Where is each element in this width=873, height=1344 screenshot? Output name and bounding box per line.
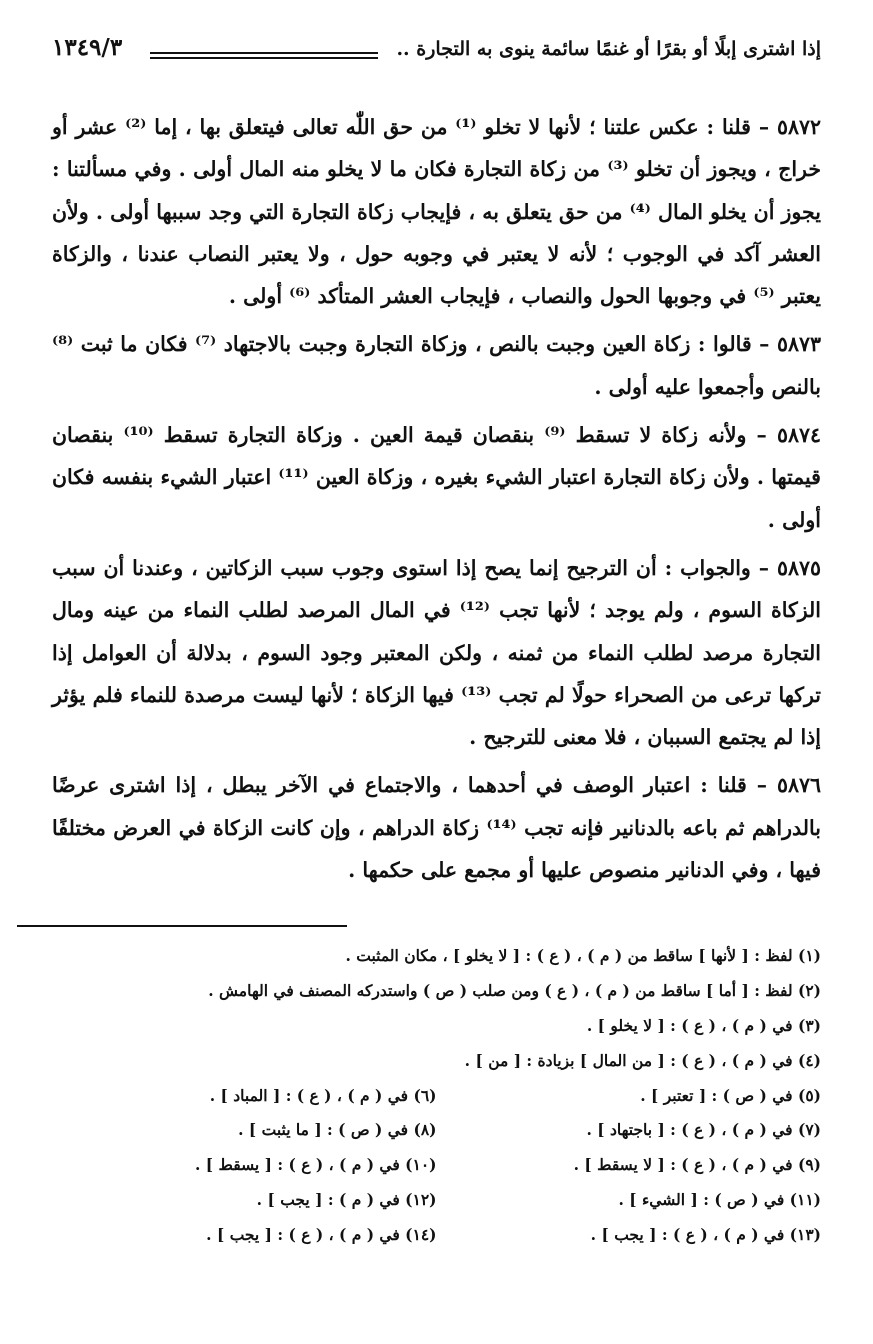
paragraph-number: ٥٨٧٢	[776, 115, 822, 139]
body-text	[52, 106, 821, 891]
footnote: (٣) في ( م ) ، ( ع ) : [ لا يخلو ] .	[586, 1015, 821, 1035]
paragraph-number: ٥٨٧٥	[776, 555, 821, 580]
paragraph-text: – ولأنه زكاة لا تسقط ⁽⁹⁾ بنقصان قيمة العين . وزكاة التجارة تسقط ⁽¹⁰⁾ بنقصان قيمتها . ولأن زكاة التجارة اعتبار الشيء بغيره ، وزكاة العين ⁽¹¹⁾ اعتبار الشيء بنفسه فكان أولى .	[52, 423, 821, 532]
footnote-row	[52, 1148, 821, 1183]
page-number: ١٣٤٩/٣	[52, 34, 123, 61]
footnote: (٢) لفظ : [ أما ] ساقط من ( م ) ، ( ع ) ومن صلب ( ص ) واستدركه المصنف في الهامش .	[208, 981, 821, 1001]
paragraph	[52, 414, 821, 541]
footnote: (١٠) في ( م ) ، ( ع ) : [ يسقط ] .	[195, 1155, 437, 1175]
footnote: (٨) في ( ص ) : [ ما يثبت ] .	[238, 1120, 437, 1140]
footnote-row	[52, 1183, 821, 1218]
footnote: (١٢) في ( م ) : [ يجب ] .	[256, 1189, 437, 1209]
header-rule	[150, 52, 378, 59]
paragraph	[52, 106, 821, 317]
paragraph-text: – والجواب : أن الترجيح إنما يصح إذا استوى وجوب سبب الزكاتين ، وعندنا أن سبب الزكاة السوم ، ولم يوجد ؛ لأنها تجب ⁽¹²⁾ في المال المرصد لطلب النماء من عينه ومال التجارة مرصد لطلب النماء من ثمنه ، ولكن المعتبر وجود السوم ، بدلالة أن العوامل إذا تركها ترعى من الصحراء حولًا لم تجب ⁽¹³⁾ فيها الزكاة ؛ لأنها ليست مرصدة للنماء فلم يؤثر إذا لم يجتمع السببان ، فلا معنى للترجيح .	[52, 555, 821, 750]
paragraph	[52, 323, 821, 408]
paragraph	[52, 764, 821, 891]
paragraph-number: ٥٨٧٤	[776, 423, 821, 448]
paragraph-text: – قلنا : اعتبار الوصف في أحدهما ، والاجتماع في الآخر يبطل ، إذا اشترى عرضًا بالدراهم ثم باعه بالدنانير فإنه تجب ⁽¹⁴⁾ زكاة الدراهم ، وإن كانت الزكاة في العرض مختلفًا فيها ، وفي الدنانير منصوص عليها أو مجمع على حكمها .	[52, 773, 821, 883]
paragraph-number: ٥٨٧٣	[776, 332, 822, 357]
footnote: (٤) في ( م ) ، ( ع ) : [ من المال ] بزيادة : [ من ] .	[464, 1050, 821, 1070]
paragraph-text: – قلنا : عكس علتنا ؛ لأنها لا تخلو ⁽¹⁾ من حق اللّٰه تعالى فيتعلق بها ، إما ⁽²⁾ عشر أو خراج ، ويجوز أن تخلو ⁽³⁾ من زكاة التجارة فكان ما لا يخلو منه المال أولى . وفي مسألتنا : يجوز أن يخلو المال ⁽⁴⁾ من حق يتعلق به ، فإيجاب زكاة التجارة التي وجد سببها أولى . ولأن العشر آكد في الوجوب ؛ لأنه لا يعتبر في وجوبه حول ، ولا يعتبر النصاب عندنا ، والزكاة يعتبر ⁽⁵⁾ في وجوبها الحول والنصاب ، فإيجاب العشر المتأكد ⁽⁶⁾ أولى .	[52, 115, 822, 309]
footnote-row	[52, 1218, 821, 1253]
footnote: (٧) في ( م ) ، ( ع ) : [ باجتهاد ] .	[586, 1120, 821, 1140]
paragraph	[52, 547, 821, 758]
footnote: (١٣) في ( م ) ، ( ع ) : [ يجب ] .	[590, 1224, 821, 1244]
footnote: (١١) في ( ص ) : [ الشيء ] .	[618, 1189, 821, 1209]
footnote-row	[52, 1079, 821, 1114]
footnote: (٥) في ( ص ) : [ تعتبر ] .	[640, 1085, 821, 1105]
footnote: (٩) في ( م ) ، ( ع ) : [ لا يسقط ] .	[573, 1155, 821, 1175]
footnote: (٦) في ( م ) ، ( ع ) : [ المباد ] .	[209, 1085, 437, 1105]
footnote: (١) لفظ : [ لأنها ] ساقط من ( م ) ، ( ع ) : [ لا يخلو ] ، مكان المثبت .	[345, 946, 821, 966]
footnotes	[52, 939, 821, 1252]
paragraph-number: ٥٨٧٦	[776, 773, 822, 798]
footnote: (١٤) في ( م ) ، ( ع ) : [ يجب ] .	[206, 1224, 437, 1244]
running-title: إذا اشترى إبلًا أو بقرًا أو غنمًا سائمة ينوى به التجارة ..	[396, 38, 821, 60]
paragraph-text: – قالوا : زكاة العين وجبت بالنص ، وزكاة التجارة وجبت بالاجتهاد ⁽⁷⁾ فكان ما ثبت ⁽⁸⁾ بالنص وأجمعوا عليه أولى .	[52, 332, 821, 399]
page-header	[52, 34, 821, 78]
footnote-row	[52, 1113, 821, 1148]
footnote-separator	[17, 925, 347, 927]
